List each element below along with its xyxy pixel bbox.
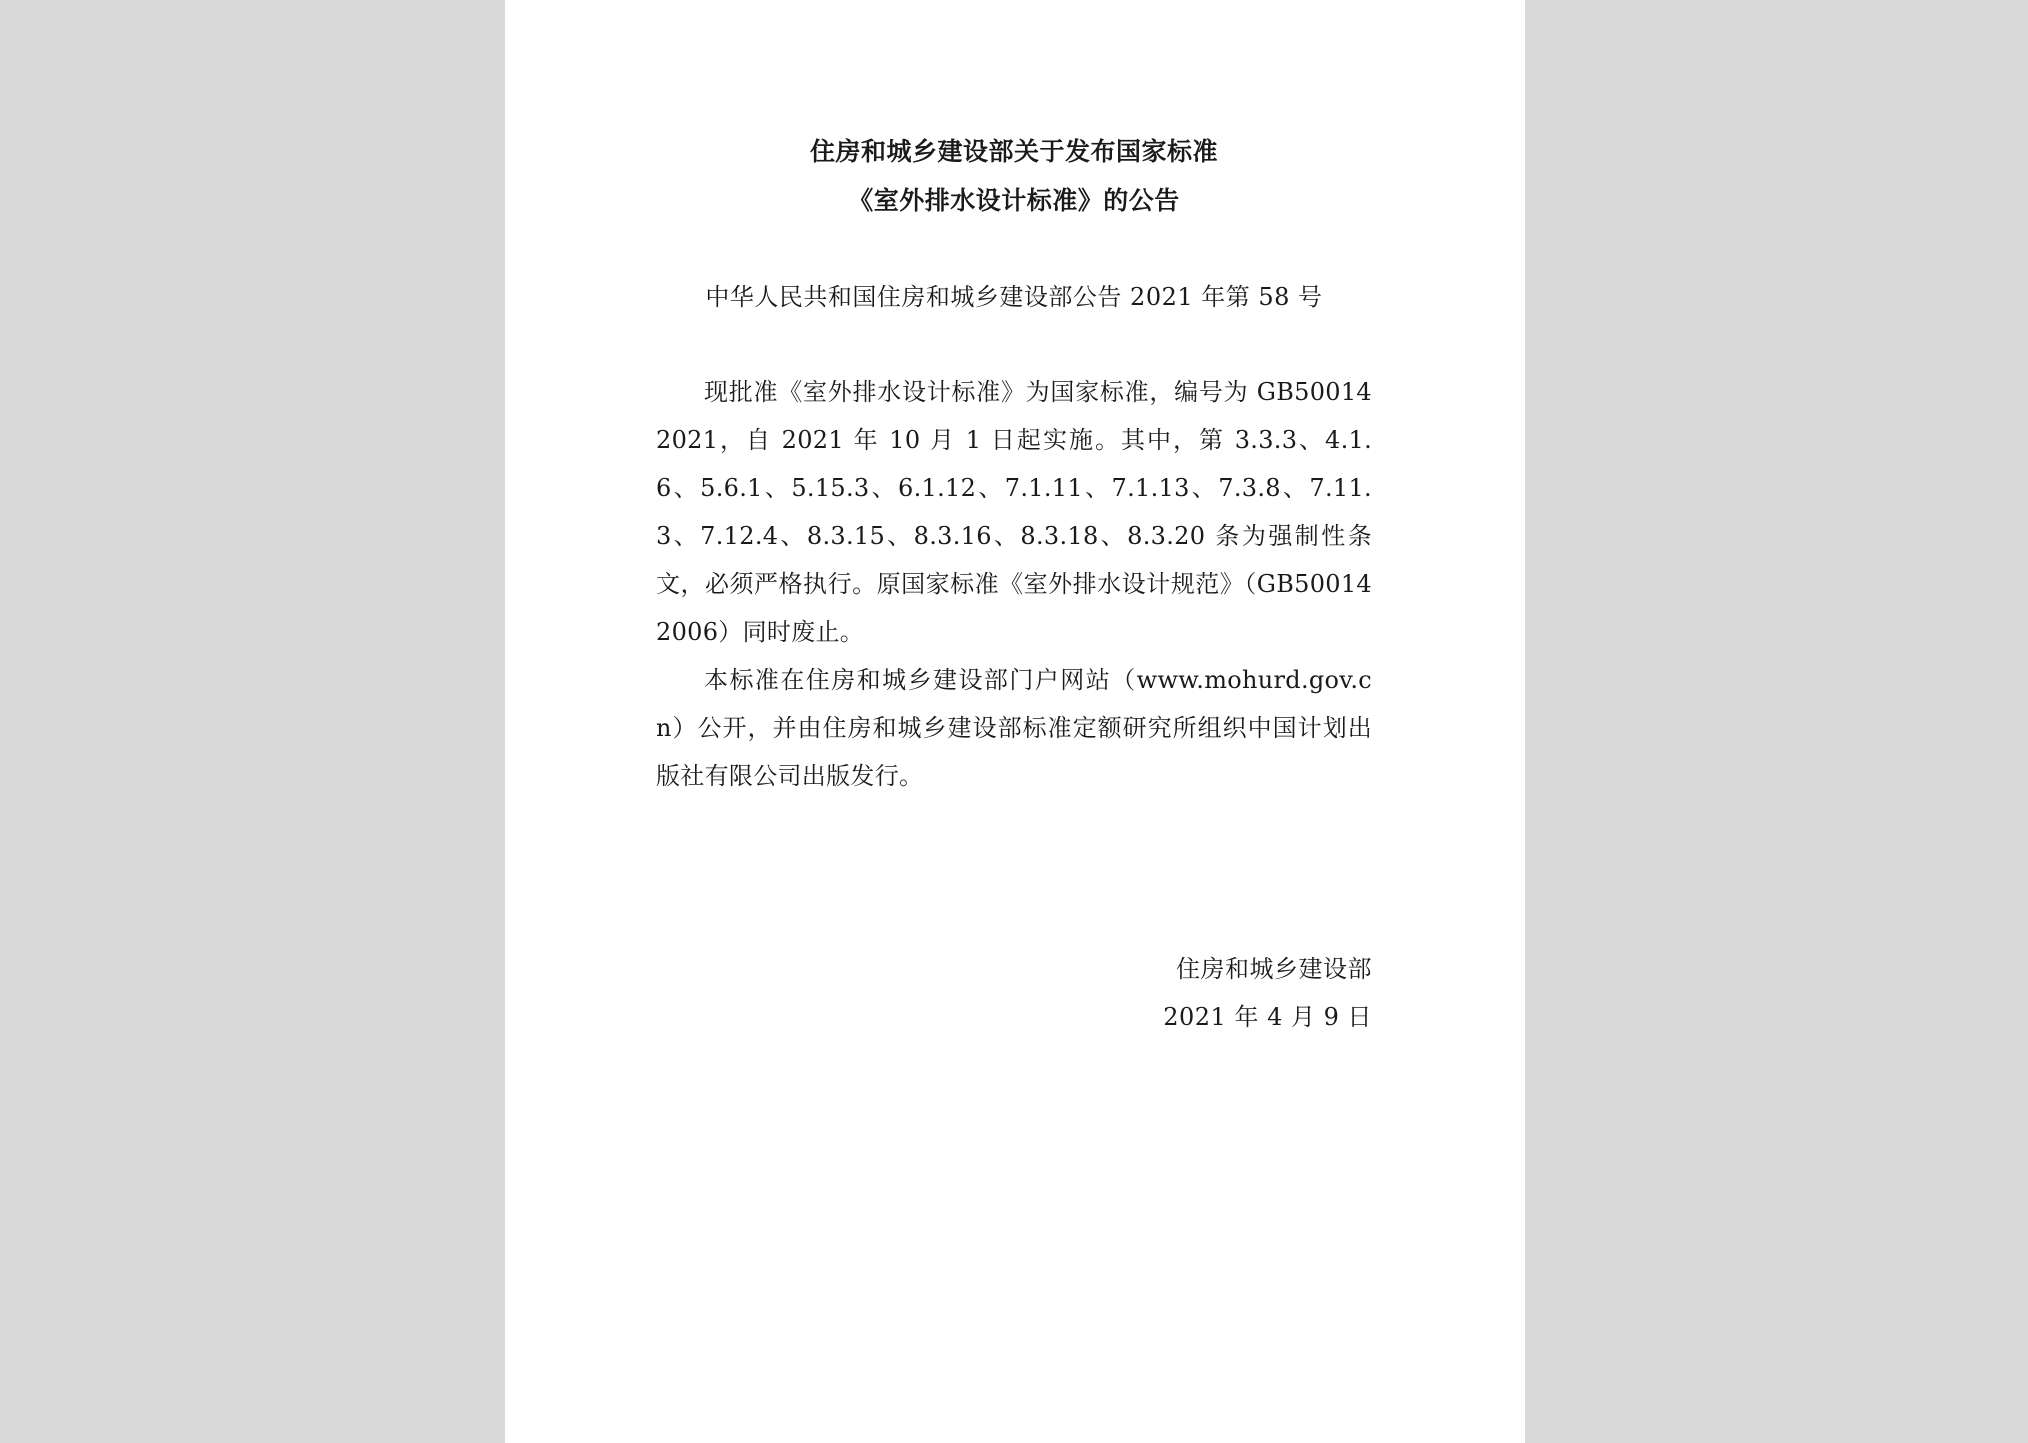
body-paragraph-1: 现批准《室外排水设计标准》为国家标准，编号为 GB50014 2021，自 2021 年 10 月 1 日起实施。其中，第 3.3.3、4.1.6、5.6.1、5.15.3、6.1.12、7.1.11、7.1.13、7.3.8、7.11.3、7.12.4、8.3.15、8.3.16、8.3.18、8.3.20 条为强制性条文，必须严格执行。原国家标准《室外排水设计规范》（GB50014 2006）同时废止。 <box>656 378 1372 646</box>
body-paragraph-2: 本标准在住房和城乡建设部门户网站（www.mohurd.gov.cn）公开，并由住房和城乡建设部标准定额研究所组织中国计划出版社有限公司出版发行。 <box>656 666 1372 790</box>
document-body <box>656 368 1372 800</box>
document-page <box>505 0 1525 1443</box>
announcement-number: 中华人民共和国住房和城乡建设部公告 2021 年第 58 号 <box>705 283 1323 311</box>
document-title-line-1: 住房和城乡建设部关于发布国家标准 <box>809 137 1218 166</box>
document-title-line-2: 《室外排水设计标准》的公告 <box>848 186 1180 215</box>
issuer-name: 住房和城乡建设部 <box>1176 955 1372 983</box>
issue-date: 2021 年 4 月 9 日 <box>1163 1003 1372 1031</box>
signature-block <box>656 945 1372 1041</box>
